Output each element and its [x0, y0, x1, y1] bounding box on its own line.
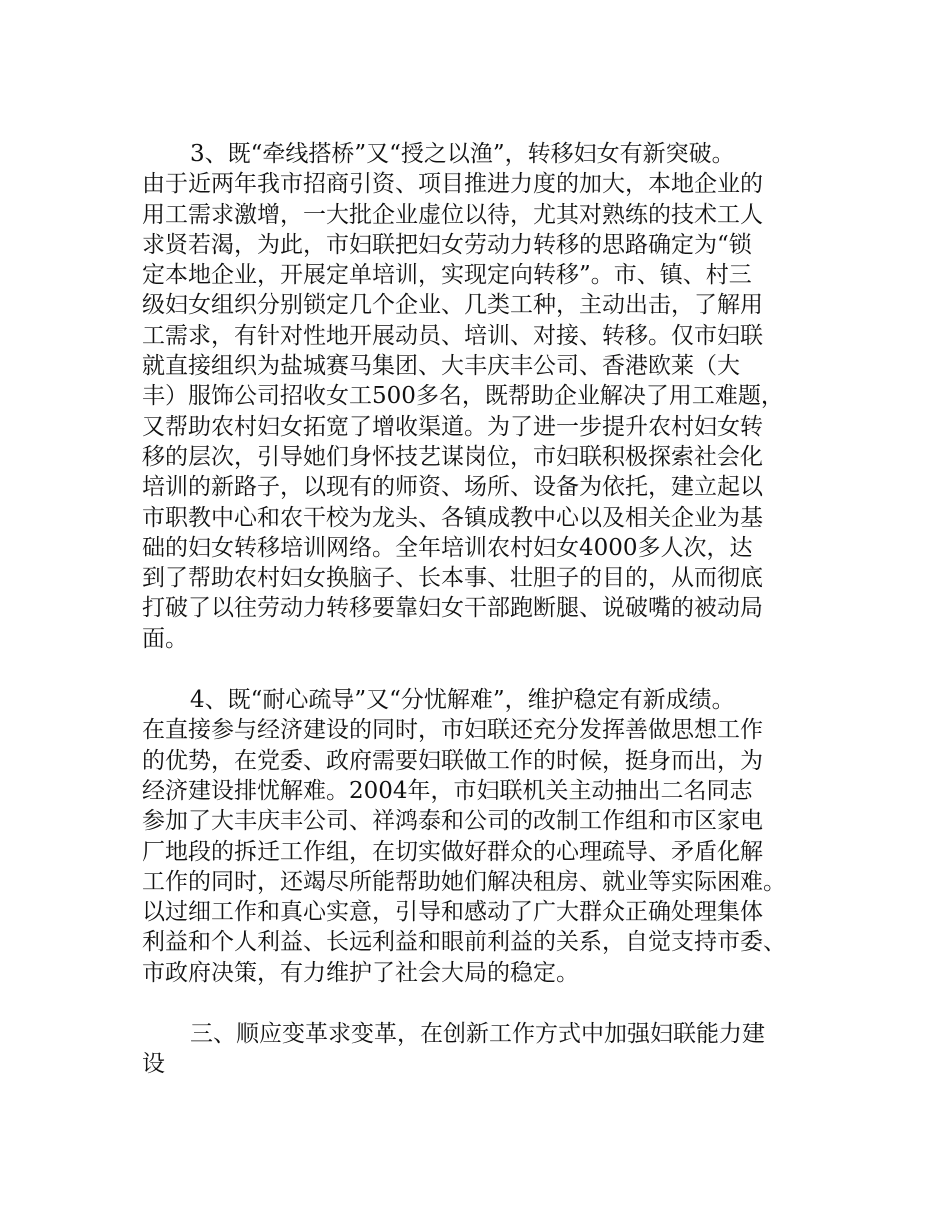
paragraph-stability: [142, 685, 842, 988]
paragraph-line: 培训的新路子，以现有的师资、场所、设备为依托，建立起以: [142, 474, 763, 501]
paragraph-heading-line: 3、既“牵线搭桥”又“授之以渔”，转移妇女有新突破。: [190, 141, 735, 167]
paragraph-line: 利益和个人利益、长远利益和眼前利益的关系，自觉支持市委、: [142, 929, 786, 956]
paragraph-line: 定本地企业，开展定单培训，实现定向转移”。市、镇、村三: [142, 262, 752, 289]
paragraph-line: 参加了大丰庆丰公司、祥鸿泰和公司的改制工作组和市区家电: [142, 808, 763, 835]
document-body: [142, 139, 842, 1111]
paragraph-line: 丰）服饰公司招收女工500多名，既帮助企业解决了用工难题，: [142, 383, 784, 410]
paragraph-line: 用工需求激增，一大批企业虚位以待，尤其对熟练的技术工人: [142, 201, 763, 228]
paragraph-line: 在直接参与经济建设的同时，市妇联还充分发挥善做思想工作: [142, 717, 763, 744]
section-heading-line: 设: [142, 1051, 165, 1078]
paragraph-line: 级妇女组织分别锁定几个企业、几类工种，主动出击，了解用: [142, 292, 763, 319]
section-heading-three: [142, 1019, 842, 1080]
paragraph-line: 工作的同时，还竭尽所能帮助她们解决租房、就业等实际困难。: [142, 868, 786, 895]
paragraph-line: 的优势，在党委、政府需要妇联做工作的时候，挺身而出，为: [142, 747, 763, 774]
paragraph-line: 市职教中心和农干校为龙头、各镇成教中心以及相关企业为基: [142, 504, 763, 531]
paragraph-line: 础的妇女转移培训网络。全年培训农村妇女4000多人次，达: [142, 534, 753, 561]
paragraph-heading-line: 4、既“耐心疏导”又“分忧解难”，维护稳定有新成绩。: [190, 687, 735, 714]
paragraph-line: 求贤若渴，为此，市妇联把妇女劳动力转移的思路确定为“锁: [142, 231, 752, 258]
paragraph-line: 到了帮助农村妇女换脑子、长本事、壮胆子的目的，从而彻底: [142, 565, 763, 592]
section-heading-line: 三、顺应变革求变革，在创新工作方式中加强妇联能力建: [190, 1021, 765, 1048]
paragraph-line: 面。: [142, 625, 188, 652]
paragraph-line: 又帮助农村妇女拓宽了增收渠道。为了进一步提升农村妇女转: [142, 413, 763, 440]
paragraph-line: 以过细工作和真心实意，引导和感动了广大群众正确处理集体: [142, 899, 763, 926]
paragraph-line: 就直接组织为盐城赛马集团、大丰庆丰公司、香港欧莱（大: [142, 353, 740, 380]
paragraph-line: 移的层次，引导她们身怀技艺谋岗位，市妇联积极探索社会化: [142, 443, 763, 470]
paragraph-line: 打破了以往劳动力转移要靠妇女干部跑断腿、说破嘴的被动局: [142, 595, 763, 622]
paragraph-line: 由于近两年我市招商引资、项目推进力度的加大，本地企业的: [142, 171, 763, 198]
paragraph-line: 工需求，有针对性地开展动员、培训、对接、转移。仅市妇联: [142, 322, 763, 349]
paragraph-line: 市政府决策，有力维护了社会大局的稳定。: [142, 959, 579, 986]
paragraph-line: 经济建设排忧解难。2004年，市妇联机关主动抽出二名同志: [142, 777, 753, 804]
paragraph-line: 厂地段的拆迁工作组，在切实做好群众的心理疏导、矛盾化解: [142, 838, 763, 865]
paragraph-women-transfer: [142, 139, 842, 654]
